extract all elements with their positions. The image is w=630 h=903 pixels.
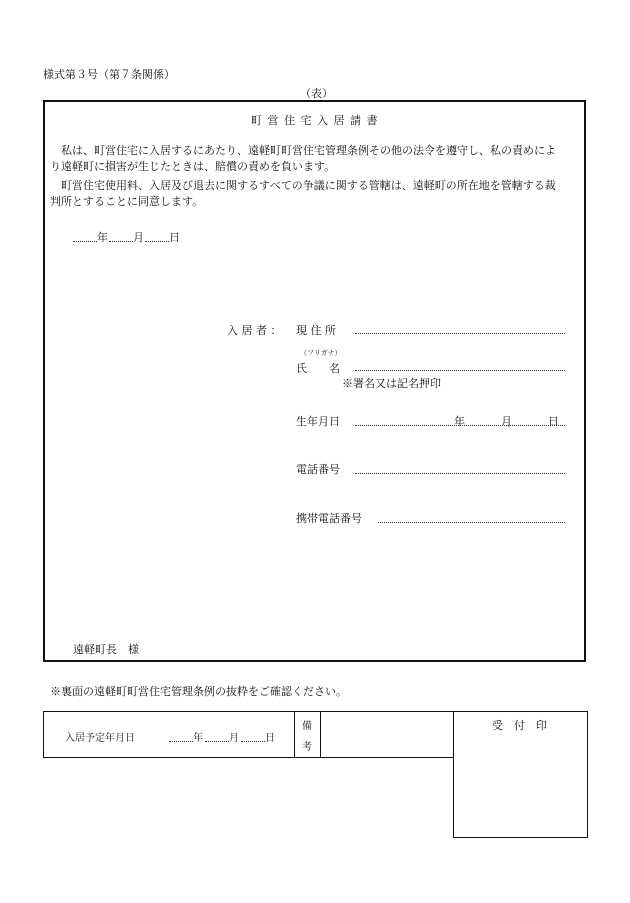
furigana-label: （フリガナ） bbox=[300, 349, 342, 357]
date-year-field[interactable] bbox=[73, 241, 97, 242]
date-month-label: 月 bbox=[133, 231, 144, 244]
name-field[interactable] bbox=[355, 370, 565, 371]
phone-label: 電話番号 bbox=[296, 463, 340, 476]
birth-day-label: 日 bbox=[548, 415, 559, 428]
date-month-field[interactable] bbox=[109, 241, 133, 242]
phone-field[interactable] bbox=[355, 473, 565, 474]
jurisdiction-line-2: 判所とすることに同意します。 bbox=[50, 195, 204, 208]
move-in-date-label: 入居予定年月日 bbox=[65, 733, 135, 744]
date-year-label: 年 bbox=[97, 231, 108, 244]
mobile-label: 携帯電話番号 bbox=[296, 512, 362, 525]
pledge-line-2: り遠軽町に損害が生じたときは、賠償の責めを負います。 bbox=[50, 160, 336, 173]
address-label: 現 住 所 bbox=[296, 324, 336, 337]
date-day-field[interactable] bbox=[145, 241, 169, 242]
birthdate-label: 生年月日 bbox=[296, 415, 340, 428]
birth-year-label: 年 bbox=[454, 415, 465, 428]
move-in-month-field[interactable] bbox=[205, 741, 229, 742]
move-in-day-label: 日 bbox=[265, 733, 275, 744]
side-indicator: （表） bbox=[300, 87, 333, 100]
move-in-year-label: 年 bbox=[193, 733, 203, 744]
remarks-label-bottom: 考 bbox=[302, 742, 312, 753]
remarks-field[interactable] bbox=[321, 712, 451, 756]
remarks-label-top: 備 bbox=[302, 721, 312, 732]
form-title: 町 営 住 宅 入 居 請 書 bbox=[251, 114, 379, 127]
occupant-label: 入 居 者 ： bbox=[227, 324, 282, 337]
move-in-day-field[interactable] bbox=[241, 741, 265, 742]
name-label: 氏 名 bbox=[296, 362, 340, 375]
addressee: 遠軽町長 様 bbox=[73, 643, 139, 656]
move-in-year-field[interactable] bbox=[169, 741, 193, 742]
mobile-field[interactable] bbox=[378, 522, 565, 523]
reception-stamp-label: 受 付 印 bbox=[492, 719, 547, 732]
signature-note: ※署名又は記名押印 bbox=[342, 377, 441, 390]
reverse-side-notice: ※裏面の遠軽町町営住宅管理条例の抜粋をご確認ください。 bbox=[50, 685, 347, 698]
address-field[interactable] bbox=[355, 333, 565, 334]
pledge-line-1: 私は、町営住宅に入居するにあたり、遠軽町町営住宅管理条例その他の法令を遵守し、私の責めによ bbox=[61, 144, 556, 157]
jurisdiction-line-1: 町営住宅使用料、入居及び退去に関するすべての争議に関する管轄は、遠軽町の所在地を管轄する裁 bbox=[61, 179, 556, 192]
table-divider-1 bbox=[294, 711, 295, 758]
form-number: 様式第３号（第７条関係） bbox=[43, 68, 175, 81]
move-in-month-label: 月 bbox=[229, 733, 239, 744]
birth-month-label: 月 bbox=[501, 415, 512, 428]
date-day-label: 日 bbox=[169, 231, 180, 244]
